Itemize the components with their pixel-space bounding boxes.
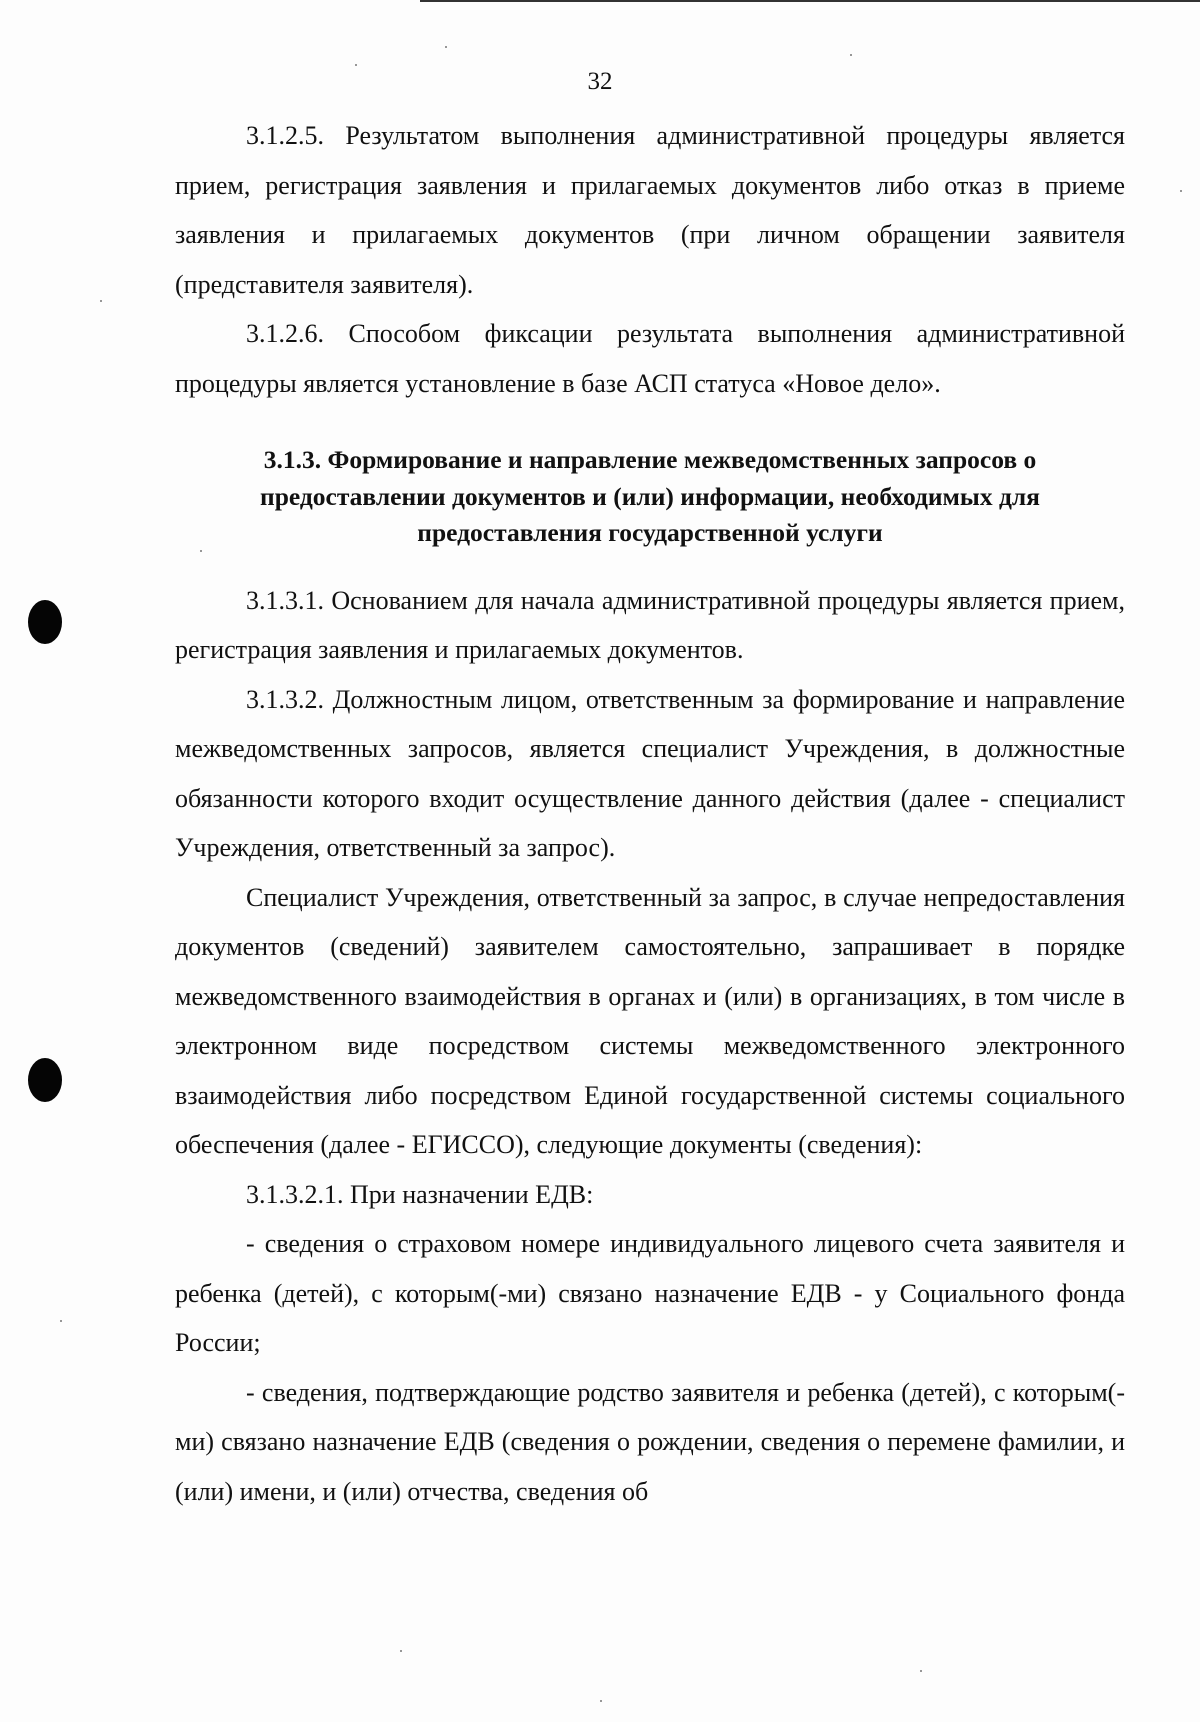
paragraph-3-1-3-1: 3.1.3.1. Основанием для начала административной процедуры является прием, регистрация заявления и прилагаемых документов. (175, 585, 1125, 664)
heading-line: 3.1.3. Формирование и направление межведомственных запросов о (263, 445, 1037, 474)
list-item-kinship: - сведения, подтверждающие родство заявителя и ребенка (детей), с которым(-ми) связано назначение ЕДВ (сведения о рождении, сведения о перемене фамилии, и (или) имени, и (или) отчества, сведения об (175, 1377, 1125, 1506)
scan-top-edge (420, 0, 1200, 2)
document-body (175, 111, 1125, 1516)
scan-speck (445, 46, 447, 48)
section-heading-3-1-3 (175, 442, 1125, 552)
scan-speck (920, 1670, 922, 1672)
paragraph-3-1-2-6: 3.1.2.6. Способом фиксации результата выполнения административной процедуры является установление в базе АСП статуса «Новое дело». (175, 319, 1125, 398)
page-number: 32 (587, 68, 613, 95)
paragraph-3-1-2-5: 3.1.2.5. Результатом выполнения административной процедуры является прием, регистрация заявления и прилагаемых документов либо отказ в приеме заявления и прилагаемых документов (при личном обращении заявителя (представителя заявителя). (175, 121, 1125, 299)
punch-hole-bottom (28, 1058, 62, 1102)
heading-line: предоставления государственной услуги (417, 518, 883, 547)
paragraph-3-1-3-2: 3.1.3.2. Должностным лицом, ответственным за формирование и направление межведомственных запросов, является специалист Учреждения, в должностные обязанности которого входит осуществление данного действия (далее - специалист Учреждения, ответственный за запрос). (175, 684, 1125, 862)
scan-speck (100, 300, 102, 302)
scan-speck (400, 1650, 402, 1652)
paragraph-3-1-3-2-1: 3.1.3.2.1. При назначении ЕДВ: (246, 1179, 594, 1209)
punch-hole-top (28, 600, 62, 644)
scan-speck (355, 64, 357, 66)
scan-speck (1180, 190, 1182, 192)
paragraph-specialist-requests: Специалист Учреждения, ответственный за запрос, в случае непредоставления документов (сведений) заявителем самостоятельно, запрашивает в порядке межведомственного взаимодействия в органах и (или) в организациях, в том числе в электронном виде посредством системы межведомственного электронного взаимодействия либо посредством Единой государственной системы социального обеспечения (далее - ЕГИССО), следующие документы (сведения): (175, 882, 1125, 1159)
scan-speck (60, 1320, 62, 1322)
scan-speck (600, 1700, 602, 1702)
scan-speck (850, 54, 852, 56)
heading-line: предоставлении документов и (или) информации, необходимых для (260, 481, 1040, 511)
list-item-snils: - сведения о страховом номере индивидуального лицевого счета заявителя и ребенка (детей), с которым(-ми) связано назначение ЕДВ - у Социального фонда России; (175, 1229, 1125, 1357)
